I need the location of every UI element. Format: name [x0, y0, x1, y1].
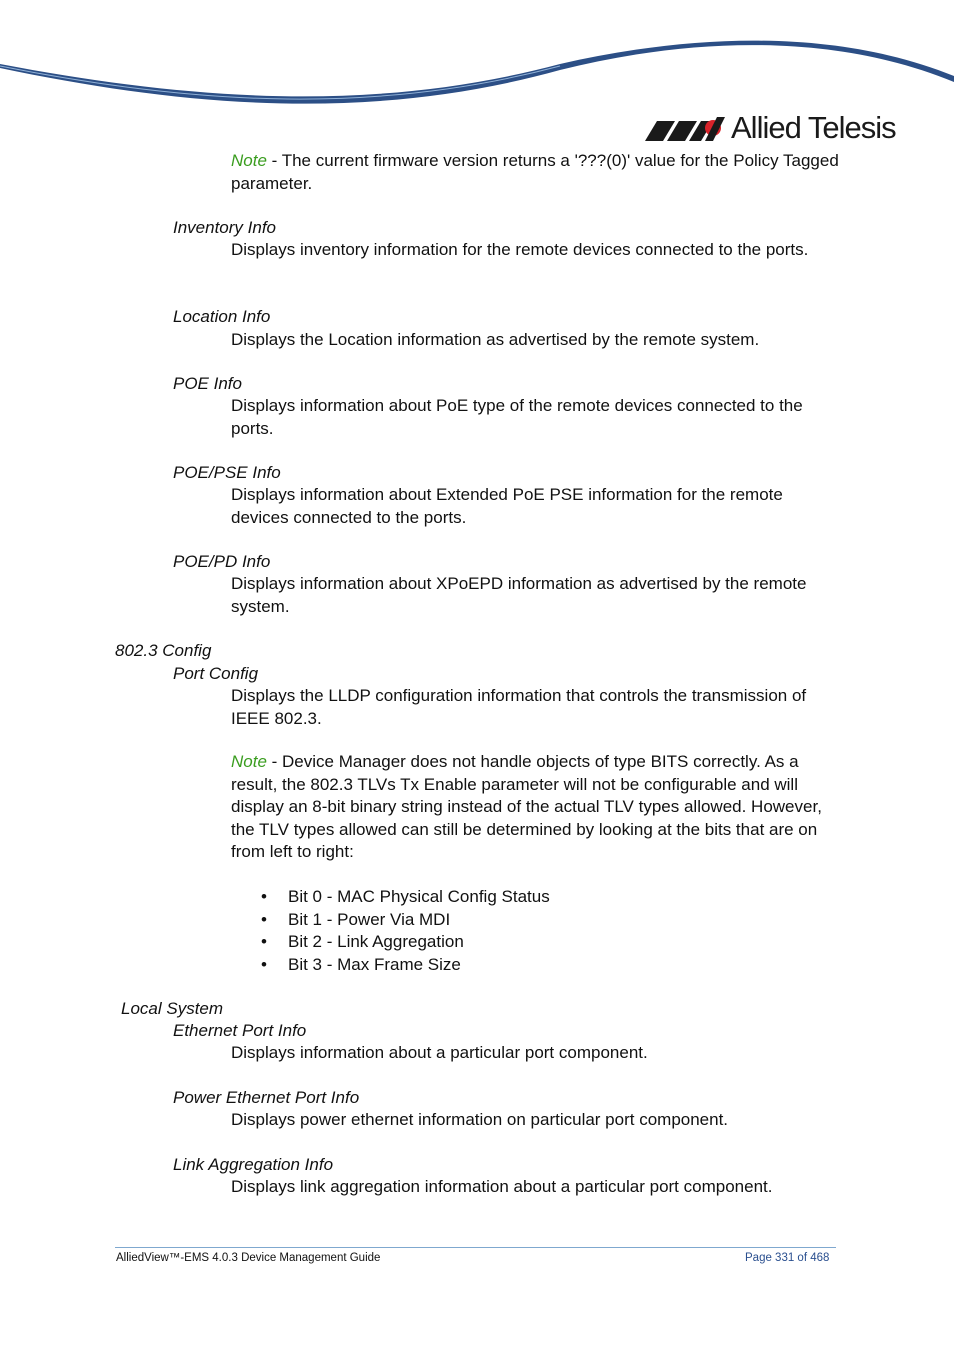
footer-document-title: AlliedView™-EMS 4.0.3 Device Management Guide: [116, 1252, 381, 1264]
bullet-icon: •: [261, 932, 267, 951]
poe-info-heading: POE Info: [173, 374, 242, 393]
ethernet-port-info-text: Displays information about a particular port component.: [231, 1043, 648, 1062]
list-item: [261, 931, 550, 954]
logo-text: Allied Telesis: [731, 110, 896, 145]
note-text: - Device Manager does not handle objects of type BITS correctly. As a result, the 802.3 TLVs Tx Enable parameter will not be configurable and will display an 8-bit binary string instead of the actual TLV types allowed. However, the TLV types allowed can still be determined by looking at the bits that are on from left to right:: [231, 752, 822, 861]
poe-pd-info-text: Displays information about XPoEPD information as advertised by the remote system.: [231, 574, 807, 616]
poe-pse-info-heading: POE/PSE Info: [173, 463, 281, 482]
bit-list: [261, 886, 550, 976]
list-item: [261, 909, 550, 932]
allied-telesis-logo: [645, 108, 896, 148]
ethernet-port-info-heading: Ethernet Port Info: [173, 1021, 307, 1040]
port-config-heading: Port Config: [173, 664, 259, 683]
footer-divider: [115, 1247, 836, 1248]
note-policy-tagged: [231, 150, 841, 195]
list-item-text: Bit 3 - Max Frame Size: [288, 954, 461, 974]
poe-pse-info-text: Displays information about Extended PoE PSE information for the remote devices connected to the ports.: [231, 485, 783, 527]
list-item: [261, 886, 550, 909]
note-bits: [231, 751, 841, 864]
power-ethernet-port-info-text: Displays power ethernet information on particular port component.: [231, 1110, 729, 1129]
list-item-text: Bit 0 - MAC Physical Config Status: [288, 887, 550, 906]
local-system-heading: Local System: [121, 999, 224, 1018]
bullet-icon: •: [261, 909, 267, 929]
note-text: - The current firmware version returns a '???(0)' value for the Policy Tagged parameter.: [231, 151, 839, 193]
power-ethernet-port-info-heading: Power Ethernet Port Info: [173, 1088, 360, 1107]
note-label: Note: [231, 752, 267, 771]
list-item-text: Bit 1 - Power Via MDI: [288, 909, 451, 929]
config-8023-heading: 802.3 Config: [115, 641, 212, 660]
location-info-text: Displays the Location information as advertised by the remote system.: [231, 330, 760, 349]
bullet-icon: •: [261, 887, 267, 906]
list-item-text: Bit 2 - Link Aggregation: [288, 932, 464, 951]
footer-page-number: Page 331 of 468: [745, 1252, 830, 1264]
port-config-text: Displays the LLDP configuration information that controls the transmission of IEEE 802.3.: [231, 686, 807, 728]
inventory-info-heading: Inventory Info: [173, 218, 277, 237]
inventory-info-text: Displays inventory information for the remote devices connected to the ports.: [231, 240, 809, 259]
poe-info-text: Displays information about PoE type of the remote devices connected to the ports.: [231, 396, 803, 438]
link-aggregation-info-heading: Link Aggregation Info: [173, 1155, 334, 1174]
bullet-icon: •: [261, 954, 267, 974]
location-info-heading: Location Info: [173, 307, 271, 326]
logo-mark-icon: [645, 115, 725, 141]
note-label: Note: [231, 151, 267, 170]
list-item: [261, 954, 550, 977]
link-aggregation-info-text: Displays link aggregation information about a particular port component.: [231, 1177, 773, 1196]
poe-pd-info-heading: POE/PD Info: [173, 552, 271, 571]
